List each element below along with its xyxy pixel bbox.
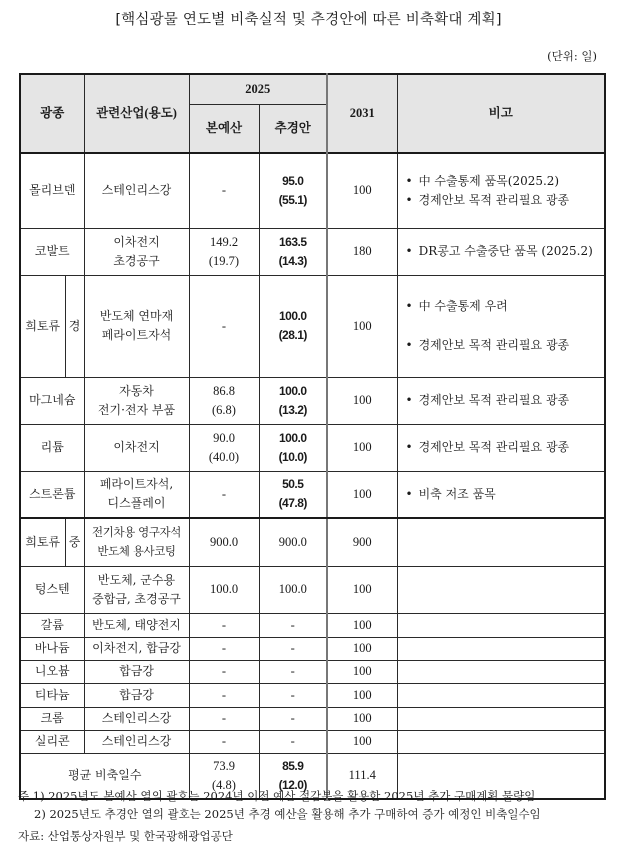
- base-budget-cell: -: [189, 275, 259, 377]
- base-budget-cell: 149.2 (19.7): [189, 228, 259, 275]
- table-row: [20, 613, 605, 637]
- mineral-cell: 실리콘: [20, 730, 84, 753]
- supplementary-cell: 100.0 (13.2): [259, 377, 327, 424]
- target-2031-cell: 100: [327, 660, 397, 683]
- industry-cell: 스테인리스강: [84, 730, 189, 753]
- footnote-1: 주 1) 2025년도 본예산 열의 괄호는 2024년 이전 예산 절감분을 활용한 2025년 추가 구매계획 물량임: [18, 789, 536, 803]
- remarks-cell: [397, 707, 605, 730]
- supplementary-cell: -: [259, 637, 327, 660]
- target-2031-cell: 100: [327, 566, 397, 613]
- table-row: [20, 683, 605, 707]
- table-row: [20, 660, 605, 683]
- header-industry: 관련산업(용도): [84, 74, 189, 153]
- footnote-2: 2) 2025년도 추경안 열의 괄호는 2025년 추경 예산을 활용해 추가 구매하여 증가 예정인 비축일수임: [34, 807, 541, 821]
- remarks-cell: [397, 518, 605, 566]
- supplementary-cell: 163.5 (14.3): [259, 228, 327, 275]
- table-row: [20, 377, 605, 424]
- supplementary-cell: -: [259, 683, 327, 707]
- remarks-cell: • 中 수출통제 품목(2025.2) • 경제안보 목적 관리필요 광종: [397, 153, 605, 228]
- table-row: [20, 707, 605, 730]
- mineral-cell: 코발트: [20, 228, 84, 275]
- target-2031-cell: 100: [327, 377, 397, 424]
- document-title: [핵심광물 연도별 비축실적 및 추경안에 따른 비축확대 계획]: [115, 12, 502, 28]
- table-row: [20, 471, 605, 518]
- industry-cell: 이차전지 초경공구: [84, 228, 189, 275]
- header-mineral: 광종: [20, 74, 84, 153]
- header-supplementary: 추경안: [259, 104, 327, 153]
- mineral-cell: 니오븀: [20, 660, 84, 683]
- target-2031-cell: 100: [327, 275, 397, 377]
- target-2031-cell: 100: [327, 471, 397, 518]
- remarks-cell: • 中 수출통제 우려 • 경제안보 목적 관리필요 광종: [397, 275, 605, 377]
- remarks-cell: [397, 683, 605, 707]
- base-budget-cell: -: [189, 683, 259, 707]
- table-row: [20, 566, 605, 613]
- base-budget-cell: 86.8 (6.8): [189, 377, 259, 424]
- table-row: [20, 228, 605, 275]
- supplementary-cell: -: [259, 660, 327, 683]
- industry-cell: 페라이트자석, 디스플레이: [84, 471, 189, 518]
- supplementary-cell: -: [259, 613, 327, 637]
- target-2031-cell: 100: [327, 730, 397, 753]
- mineral-cell: 리튬: [20, 424, 84, 471]
- target-2031-cell: 100: [327, 683, 397, 707]
- table-row: [20, 730, 605, 753]
- mineral-cell: 텅스텐: [20, 566, 84, 613]
- industry-cell: 반도체, 군수용 중합금, 초경공구: [84, 566, 189, 613]
- average-label: 평균 비축일수: [20, 753, 189, 799]
- header-2025: 2025: [189, 74, 327, 104]
- mineral-cell: 희토류: [20, 275, 65, 377]
- stockpile-table: [19, 73, 606, 800]
- base-budget-cell: -: [189, 153, 259, 228]
- target-2031-cell: 100: [327, 424, 397, 471]
- industry-cell: 합금강: [84, 660, 189, 683]
- remarks-cell: [397, 566, 605, 613]
- remarks-cell: [397, 613, 605, 637]
- remarks-cell: [397, 660, 605, 683]
- mineral-cell: 몰리브덴: [20, 153, 84, 228]
- target-2031-cell: 100: [327, 613, 397, 637]
- average-base-budget: 73.9 (4.8): [189, 753, 259, 799]
- supplementary-cell: 100.0: [259, 566, 327, 613]
- base-budget-cell: 90.0 (40.0): [189, 424, 259, 471]
- mineral-cell: 마그네슘: [20, 377, 84, 424]
- mineral-subtype-cell: 중: [65, 518, 84, 566]
- mineral-cell: 티타늄: [20, 683, 84, 707]
- industry-cell: 자동차 전기·전자 부품: [84, 377, 189, 424]
- base-budget-cell: -: [189, 613, 259, 637]
- base-budget-cell: -: [189, 730, 259, 753]
- supplementary-cell: -: [259, 707, 327, 730]
- industry-cell: 합금강: [84, 683, 189, 707]
- supplementary-cell: 100.0 (28.1): [259, 275, 327, 377]
- industry-cell: 스테인리스강: [84, 153, 189, 228]
- base-budget-cell: -: [189, 637, 259, 660]
- supplementary-cell: 50.5 (47.8): [259, 471, 327, 518]
- supplementary-cell: 100.0 (10.0): [259, 424, 327, 471]
- target-2031-cell: 100: [327, 153, 397, 228]
- industry-cell: 반도체, 태양전지: [84, 613, 189, 637]
- mineral-cell: 희토류: [20, 518, 65, 566]
- header-2031: 2031: [327, 74, 397, 153]
- table-row: [20, 424, 605, 471]
- mineral-subtype-cell: 경: [65, 275, 84, 377]
- target-2031-cell: 100: [327, 637, 397, 660]
- table-row: [20, 153, 605, 228]
- remarks-cell: [397, 637, 605, 660]
- remarks-cell: • 경제안보 목적 관리필요 광종: [397, 424, 605, 471]
- footnotes: [18, 787, 608, 845]
- table-row: [20, 637, 605, 660]
- base-budget-cell: -: [189, 660, 259, 683]
- supplementary-cell: 95.0 (55.1): [259, 153, 327, 228]
- base-budget-cell: -: [189, 707, 259, 730]
- industry-cell: 반도체 연마재 페라이트자석: [84, 275, 189, 377]
- industry-cell: 스테인리스강: [84, 707, 189, 730]
- remarks-cell: • 경제안보 목적 관리필요 광종: [397, 377, 605, 424]
- remarks-cell: • 비축 저조 품목: [397, 471, 605, 518]
- base-budget-cell: -: [189, 471, 259, 518]
- remarks-cell: [397, 730, 605, 753]
- mineral-cell: 스트론튬: [20, 471, 84, 518]
- header-remarks: 비고: [397, 74, 605, 153]
- supplementary-cell: -: [259, 730, 327, 753]
- source-note: 자료: 산업통상자원부 및 한국광해광업공단: [18, 829, 233, 843]
- mineral-cell: 갈륨: [20, 613, 84, 637]
- table-row: [20, 518, 605, 566]
- target-2031-cell: 180: [327, 228, 397, 275]
- industry-cell: 이차전지, 합금강: [84, 637, 189, 660]
- average-2031: 111.4: [327, 753, 397, 799]
- supplementary-cell: 900.0: [259, 518, 327, 566]
- target-2031-cell: 100: [327, 707, 397, 730]
- table-row: [20, 275, 605, 377]
- industry-cell: 전기차용 영구자석 반도체 용사코팅: [84, 518, 189, 566]
- header-base-budget: 본예산: [189, 104, 259, 153]
- target-2031-cell: 900: [327, 518, 397, 566]
- industry-cell: 이차전지: [84, 424, 189, 471]
- mineral-cell: 크롬: [20, 707, 84, 730]
- base-budget-cell: 900.0: [189, 518, 259, 566]
- unit-label: (단위: 일): [547, 49, 597, 63]
- base-budget-cell: 100.0: [189, 566, 259, 613]
- remarks-cell: • DR콩고 수출중단 품목 (2025.2): [397, 228, 605, 275]
- mineral-cell: 바나듐: [20, 637, 84, 660]
- average-supplementary: 85.9 (12.0): [259, 753, 327, 799]
